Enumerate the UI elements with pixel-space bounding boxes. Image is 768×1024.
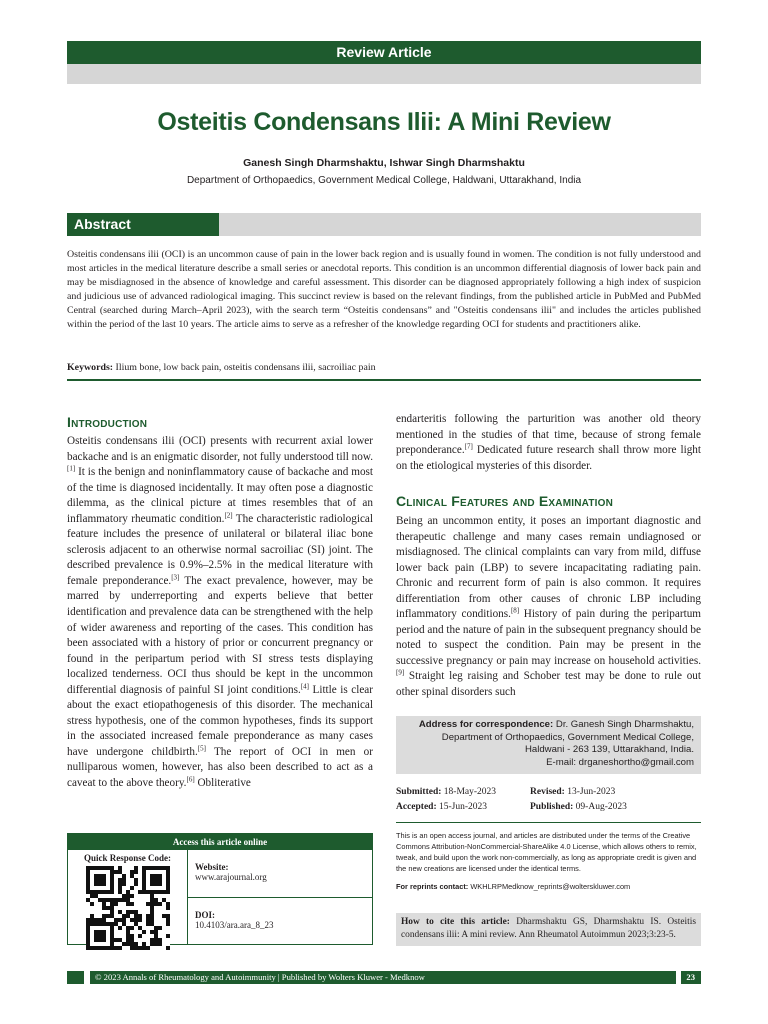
reprints-contact: For reprints contact: WKHLRPMedknow_reprints@wolterskluwer.com — [396, 882, 631, 891]
qr-label: Quick Response Code: — [83, 853, 171, 863]
footer-white-notch — [84, 971, 90, 984]
access-box-header: Access this article online — [68, 834, 372, 850]
submitted-date: 18-May-2023 — [441, 787, 497, 797]
authors: Ganesh Singh Dharmshaktu, Ishwar Singh Dharmshaktu — [243, 157, 525, 169]
footer-text: © 2023 Annals of Rheumatology and Autoimmunity | Published by Wolters Kluwer - Medknow — [95, 972, 425, 982]
abstract-text: Osteitis condensans ilii (OCI) is an uncommon cause of pain in the lower back region and is usually found in women. The condition is not fully understood and most articles in the medical literature describe a small series or anecdotal reports. This condition is an uncommon differential diagnosis of lower back pain and may be misdiagnosed in the absence of knowledge and careful assessment. This disorder can be diagnosed appropriately following a high index of suspicion and judicious use of advanced radiological imaging. This succinct review is based on the relevant findings, from the published article in PubMed and PubMed Central (searched during March–April 2023), with the search term “Osteitis condensans” and "Osteitis condensans ilii" and includes the articles published within the period of the last 10 years. The article aims to serve as a refresher of the knowledge regarding OCI for students and practitioners alike. — [67, 249, 701, 330]
keywords-label: Keywords: — [67, 362, 114, 373]
abstract-heading-label: Abstract — [74, 216, 131, 232]
introduction-continued: endarteritis following the parturition was another old theory mentioned in the studies of that time, because of strong female preponderance.[7] Dedicated future research shall throw more light on the etiological mysteries of this disorder. — [396, 413, 701, 472]
affiliation: Department of Orthopaedics, Government Medical College, Haldwani, Uttarakhand, India — [186, 175, 582, 186]
clinical-text: Being an uncommon entity, it poses an important diagnostic and therapeutic challenge and many cases remain undiagnosed or misdiagnosed. The clinical complaints can vary from mild, diffuse lower back pain (LBP) to severe incapacitating radiating pain. Chronic and recurrent form of pain is also common. It requires differentiation from other causes of chronic LBP including inflammatory conditions.[8] History of pain during the peripartum period and the nature of pain in the subsequent pregnancy should be noted to suspect the condition. Pain may be present in the successive pregnancy or pain may increase on household activities.[9] Straight leg raising and Schober test may be done to rule out other spinal disorders such — [396, 515, 701, 699]
correspondence-email[interactable]: E-mail: drganeshortho@gmail.com — [546, 756, 694, 768]
introduction-heading: Introduction — [67, 414, 148, 430]
footer-band — [67, 971, 701, 984]
header-grey-bar — [67, 64, 701, 84]
doi-label: DOI: — [195, 910, 215, 920]
article-title: Osteitis Condensans Ilii: A Mini Review — [157, 108, 611, 136]
keywords — [67, 361, 701, 375]
reprints-email[interactable]: WKHLRPMedknow_reprints@wolterskluwer.com — [468, 882, 631, 891]
license-text: This is an open access journal, and articles are distributed under the terms of the Creative Commons Attribution-NonCommercial-ShareAlike 4.0 License, which allows others to remix, tweak, and build upon the work non-commercially, as long as appropriate credit is given and the new creations are licensed under the identical terms. — [396, 831, 697, 873]
page-number: 23 — [686, 972, 695, 982]
correspondence-label: Address for correspondence: — [418, 719, 554, 730]
abstract-divider — [67, 379, 701, 381]
revised-date: 13-Jun-2023 — [564, 787, 616, 797]
article-type-band — [67, 41, 701, 64]
accepted-date: 15-Jun-2023 — [436, 802, 488, 812]
correspondence-box — [396, 716, 701, 774]
correspondence-name: Dr. Ganesh Singh Dharmshaktu, — [553, 719, 694, 730]
cite-text: Dharmshaktu GS, Dharmshaktu IS. Osteitis condensans ilii: A mini review. Ann Rheumatol Autoimmun 2023;3:23-5. — [401, 917, 696, 940]
abstract-heading — [67, 213, 219, 236]
footer-white-notch-right — [676, 971, 681, 984]
access-article-box — [67, 833, 373, 945]
dates-divider — [396, 822, 701, 823]
website-link[interactable]: www.arajournal.org — [195, 872, 267, 882]
published-date: 09-Aug-2023 — [573, 802, 627, 812]
article-type-label: Review Article — [336, 44, 432, 60]
abstract-grey-bar — [219, 213, 701, 236]
qr-code-icon[interactable] — [86, 866, 170, 950]
doi-link[interactable]: 10.4103/ara.ara_8_23 — [195, 920, 274, 930]
correspondence-address: Haldwani - 263 139, Uttarakhand, India. — [524, 744, 694, 755]
dates-block: Submitted: 18-May-2023 Revised: 13-Jun-2023 Accepted: 15-Jun-2023 Published: 09-Aug-2023 — [396, 787, 627, 812]
correspondence-dept: Department of Orthopaedics, Government Medical College, — [441, 731, 694, 743]
cite-label: How to cite this article: — [401, 917, 510, 927]
introduction-text: Osteitis condensans ilii (OCI) presents with recurrent axial lower backache and is an enigmatic disorder, not fully understood till now.[1] It is the benign and noninflammatory cause of backache and most of the time is diagnosed incidentally. It may often pose a diagnostic dilemma, as the clinical picture at times resembles that of an inflammatory rheumatic condition.[2] The characteristic radiological feature includes the presence of unilateral or bilateral iliac bone sclerosis adjacent to an otherwise normal sacroiliac (SI) joint. The described prevalence is 0.9%–2.5% in the medical literature with female preponderance.[3] The exact prevalence, however, may be marred by underreporting and experts believe that better identification and prevalence data can be strengthened with the help of wider awareness and reporting of the cases. This condition has been associated with a history of prior or concurrent pregnancy or found in the peripartum period with SI stress tests displaying localized tenderness. OCI thus should be kept in the uncommon differential diagnosis of painful SI joint conditions.[4] Little is clear about the exact etiopathogenesis of this disorder. The mechanical stress hypothesis, one of the common hypotheses, finds its support in the associated increased female preponderance as many cases have undergone childbirth.[5] The report of OCI in men or nulliparous women, however, has also been described to act as a caveat to the above theory.[6] Obliterative — [67, 435, 373, 790]
cite-box — [396, 913, 701, 946]
clinical-heading: Clinical Features and Examination — [396, 493, 614, 509]
website-label: Website: — [195, 862, 229, 872]
keywords-text: Ilium bone, low back pain, osteitis condensans ilii, sacroiliac pain — [113, 362, 376, 373]
